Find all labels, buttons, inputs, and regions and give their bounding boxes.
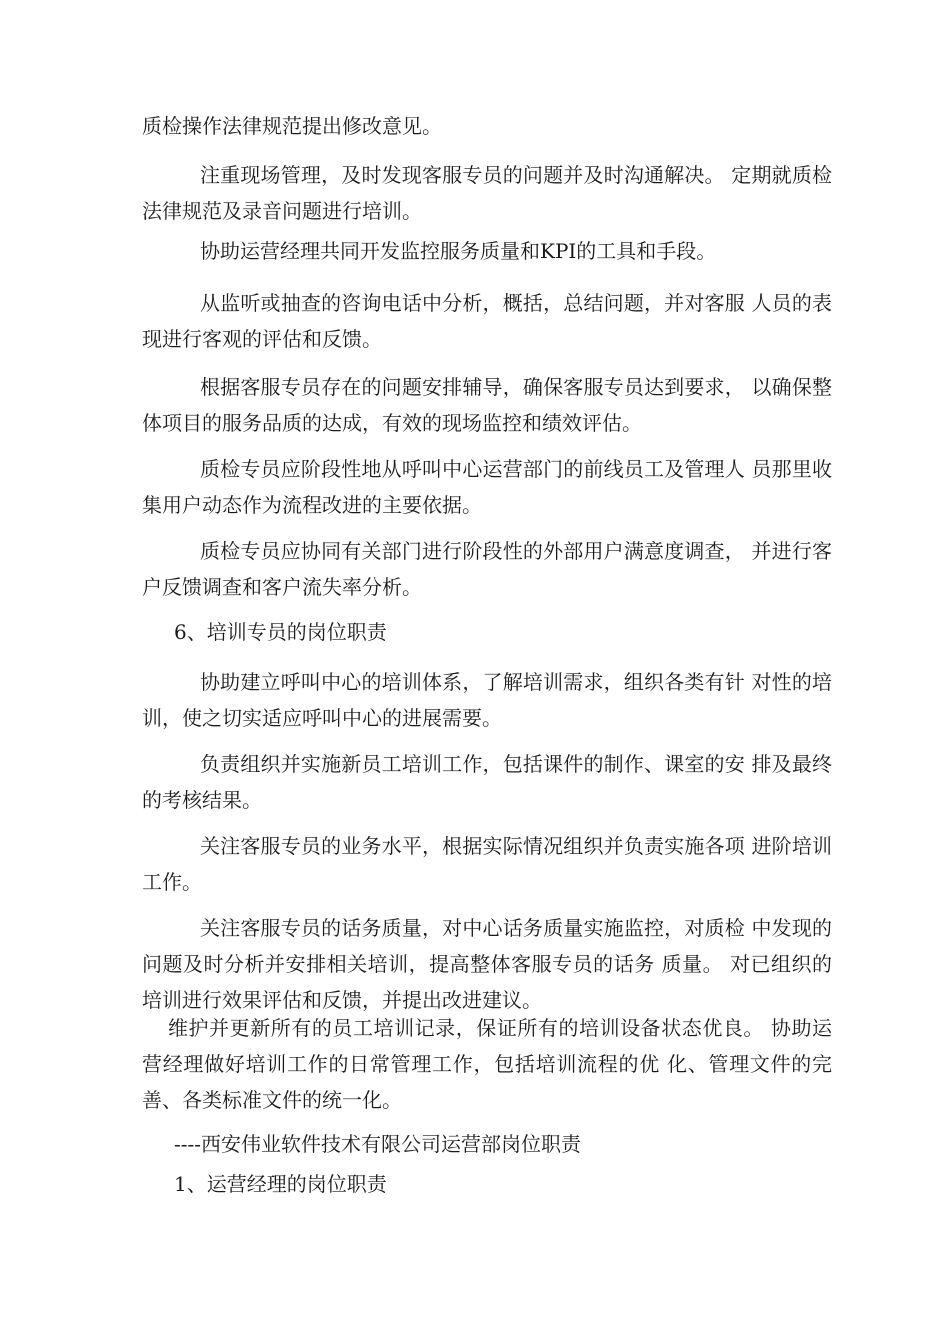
heading-trainer-duties: 6、培训专员的岗位职责 [174, 620, 387, 644]
paragraph-advanced-training: 关注客服专员的业务水平，根据实际情况组织并负责实施各项 进阶培训工作。 [142, 834, 832, 894]
paragraph-quality-legal-suggestions: 质检操作法律规范提出修改意见。 [142, 114, 442, 138]
paragraph-coaching: 根据客服专员存在的问题安排辅导，确保客服专员达到要求， 以确保整体项目的服务品质的达成，有效的现场监控和绩效评估。 [142, 375, 832, 435]
paragraph-new-staff-training: 负责组织并实施新员工培训工作，包括课件的制作、课室的安 排及最终的考核结果。 [142, 752, 832, 812]
paragraph-call-analysis: 从监听或抽查的咨询电话中分析，概括，总结问题，并对客服 人员的表现进行客观的评估和反馈。 [142, 291, 832, 351]
paragraph-training-records: 维护并更新所有的员工培训记录，保证所有的培训设备状态优良。 协助运营经理做好培训工作的日常管理工作，包括培训流程的优 化、管理文件的完善、各类标准文件的统一化。 [142, 1016, 832, 1112]
heading-ops-manager-duties: 1、运营经理的岗位职责 [174, 1172, 387, 1196]
paragraph-training-system: 协助建立呼叫中心的培训体系，了解培训需求，组织各类有针 对性的培训，使之切实适应呼叫中心的进展需要。 [142, 670, 832, 730]
paragraph-call-quality: 关注客服专员的话务质量，对中心话务质量实施监控，对质检 中发现的问题及时分析并安排相关培训，提高整体客服专员的话务 质量。 对已组织的培训进行效果评估和反馈，并提出改进建议。 [142, 916, 832, 1012]
paragraph-satisfaction-survey: 质检专员应协同有关部门进行阶段性的外部用户满意度调查， 并进行客户反馈调查和客户流失率分析。 [142, 539, 832, 599]
paragraph-onsite-management: 注重现场管理，及时发现客服专员的问题并及时沟通解决。 定期就质检法律规范及录音问题进行培训。 [142, 163, 832, 223]
paragraph-kpi-tools: 协助运营经理共同开发监控服务质量和KPI的工具和手段。 [200, 239, 717, 263]
paragraph-user-dynamics: 质检专员应阶段性地从呼叫中心运营部门的前线员工及管理人 员那里收集用户动态作为流程改进的主要依据。 [142, 457, 832, 517]
heading-company-operations: ----西安伟业软件技术有限公司运营部岗位职责 [174, 1132, 582, 1156]
